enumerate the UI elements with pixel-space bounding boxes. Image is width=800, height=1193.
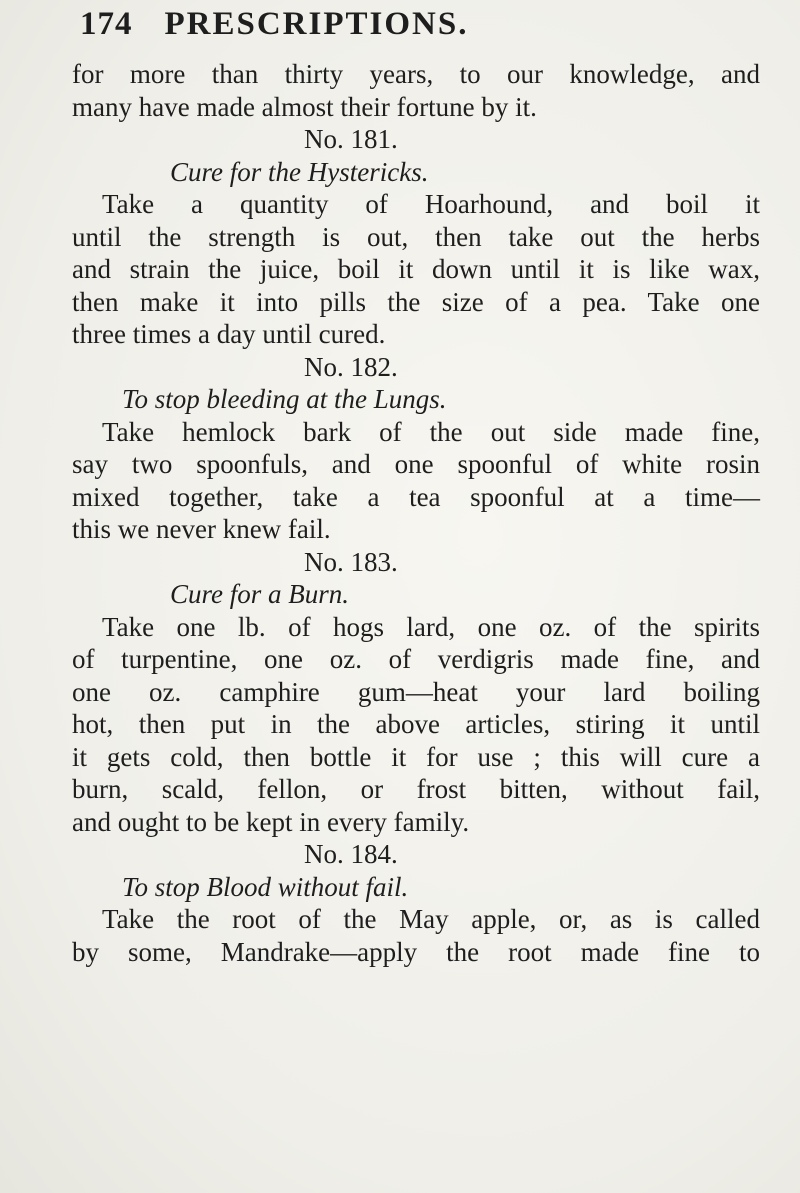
recipe-title: To stop Blood without fail. — [122, 871, 409, 902]
recipe-183 — [72, 546, 760, 839]
recipe-line: until the strength is out, then take out the herbs — [72, 221, 760, 252]
recipe-line: and strain the juice, boil it down until it is like wax, — [72, 254, 760, 284]
recipe-line: hot, then put in the above articles, stiring it until — [72, 709, 760, 739]
recipe-182 — [72, 351, 760, 546]
recipe-line: mixed together, take a tea spoonful at a time— — [72, 481, 760, 512]
recipe-181 — [72, 123, 760, 351]
intro-line: for more than thirty years, to our knowledge, and — [72, 59, 760, 89]
recipe-line: of turpentine, one oz. of verdigris made fine, and — [72, 644, 760, 674]
recipe-line: one oz. camphire gum—heat your lard boiling — [72, 676, 760, 707]
running-title: PRESCRIPTIONS. — [164, 6, 469, 42]
recipe-number: No. 182. — [304, 351, 398, 382]
recipe-line: Take hemlock bark of the out side made fine, — [102, 416, 760, 447]
page-header — [72, 6, 760, 58]
recipe-line: three times a day until cured. — [72, 319, 386, 349]
recipe-line: Take a quantity of Hoarhound, and boil it — [102, 189, 760, 219]
recipe-number: No. 184. — [304, 839, 398, 869]
recipe-line: and ought to be kept in every family. — [72, 806, 470, 837]
recipe-line: say two spoonfuls, and one spoonful of white rosin — [72, 449, 760, 479]
recipe-number: No. 183. — [304, 546, 398, 577]
recipe-number: No. 181. — [304, 124, 398, 154]
recipe-line: then make it into pills the size of a pea. Take one — [72, 286, 760, 317]
recipe-line: this we never knew fail. — [72, 514, 331, 544]
recipe-title: To stop bleeding at the Lungs. — [122, 384, 447, 414]
recipe-line: by some, Mandrake—apply the root made fine to — [72, 936, 760, 967]
recipe-line: burn, scald, fellon, or frost bitten, without fail, — [72, 774, 760, 804]
recipe-line: Take one lb. of hogs lard, one oz. of the spirits — [102, 611, 760, 642]
intro-line: many have made almost their fortune by it. — [72, 91, 537, 122]
recipe-line: Take the root of the May apple, or, as is called — [102, 904, 760, 934]
recipe-title: Cure for a Burn. — [170, 579, 350, 609]
recipe-184 — [72, 838, 760, 968]
recipe-line: it gets cold, then bottle it for use ; this will cure a — [72, 741, 760, 772]
recipe-title: Cure for the Hystericks. — [170, 156, 429, 187]
page-number: 174 — [80, 6, 133, 42]
